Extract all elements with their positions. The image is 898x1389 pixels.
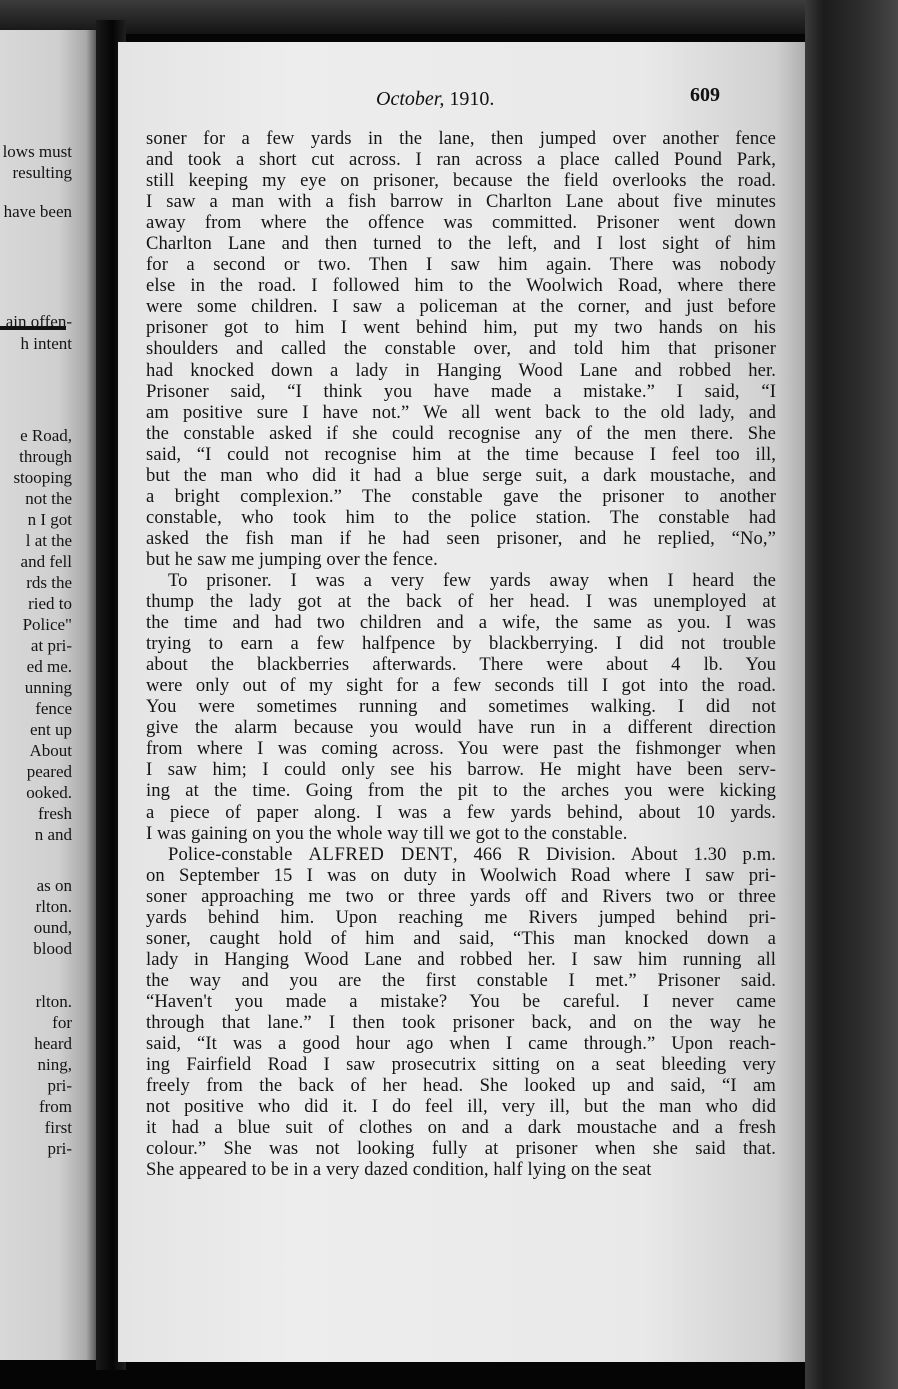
margin-fragment: l at the [25, 531, 72, 550]
header-year: 1910. [449, 88, 495, 110]
text-line: still keeping my eye on prisoner, because the field overlooks the road. [146, 170, 776, 192]
margin-fragment: ain offen- [5, 312, 72, 331]
margin-fragment: ound, [33, 918, 72, 937]
text-line: yards behind him. Upon reaching me Rivers jumped behind pri- [146, 906, 776, 928]
text-line: a piece of paper along. I was a few yards behind, about 10 yards. [146, 801, 776, 823]
margin-fragment: from [38, 1097, 72, 1116]
margin-fragment: pri- [47, 1139, 72, 1158]
text-line: give the alarm because you would have run in a different direction [146, 717, 776, 739]
text-line: not positive who did it. I do feel ill, very ill, but the man who did [146, 1096, 776, 1118]
margin-fragment: at pri- [30, 636, 72, 655]
text-line: through that lane.” I then took prisoner back, and on the way he [146, 1011, 776, 1033]
header-month: October, [376, 88, 445, 110]
text-line: from where I was coming across. You were past the fishmonger when [146, 738, 776, 760]
margin-fragment: ed me. [26, 657, 72, 676]
text-line: thump the lady got at the back of her head. I was unemployed at [146, 591, 776, 613]
margin-fragment: for [52, 1013, 72, 1032]
text-line: about the blackberries afterwards. There were about 4 lb. You [146, 654, 776, 676]
body-text [146, 128, 776, 1180]
text-line: a bright complexion.” The constable gave the prisoner to another [146, 485, 776, 507]
text-line: it had a blue suit of clothes on and a dark moustache and a fresh [146, 1117, 776, 1139]
margin-fragment: first [44, 1118, 72, 1137]
margin-fragment: stooping [13, 468, 72, 487]
margin-fragment: ooked. [26, 783, 72, 802]
margin-fragment: not the [25, 489, 72, 508]
text-line: lady in Hanging Wood Lane and robbed her. I saw him running all [146, 948, 776, 970]
margin-fragment: rlton. [35, 897, 72, 916]
margin-fragment: pri- [47, 1076, 72, 1095]
scan-right-edge [805, 0, 898, 1389]
margin-fragment: Police" [22, 615, 72, 634]
text-line: for a second or two. Then I saw him again. There was nobody [146, 254, 776, 276]
text-line: She appeared to be in a very dazed condition, half lying on the seat [146, 1159, 652, 1181]
text-line: I was gaining on you the whole way till we got to the constable. [146, 822, 628, 844]
scan-top-shadow [0, 0, 898, 34]
text-line: asked the fish man if he had seen prisoner, and he replied, “No,” [146, 527, 776, 549]
text-line: am positive sure I have not.” We all went back to the old lady, and [146, 401, 776, 423]
margin-fragment: rlton. [35, 992, 72, 1011]
text-line: Prisoner said, “I think you have made a mistake.” I said, “I [146, 380, 776, 402]
text-line: soner approaching me two or three yards off and Rivers two or three [146, 885, 776, 907]
margin-fragment: n and [34, 825, 72, 844]
text-line: Police-constable ALFRED DENT, 466 R Division. About 1.30 p.m. [168, 843, 776, 865]
margin-fragment: resulting [12, 163, 72, 182]
text-line: on September 15 I was on duty in Woolwich Road where I saw pri- [146, 864, 776, 886]
text-line: away from where the offence was committed. Prisoner went down [146, 212, 776, 234]
text-line: trying to earn a few halfpence by blackberrying. I did not trouble [146, 633, 776, 655]
text-line: had knocked down a lady in Hanging Wood Lane and robbed her. [146, 359, 776, 381]
main-page [118, 42, 818, 1362]
text-line: You were sometimes running and sometimes walking. I did not [146, 696, 776, 718]
left-facing-page [0, 30, 98, 1360]
text-line: the constable asked if she could recognise any of the men there. She [146, 422, 776, 444]
text-line: I saw a man with a fish barrow in Charlton Lane about five minutes [146, 191, 776, 213]
margin-fragment: fresh [38, 804, 72, 823]
margin-fragment: and fell [20, 552, 72, 571]
text-line: soner for a few yards in the lane, then jumped over another fence [146, 128, 776, 149]
text-line: prisoner got to him I went behind him, put my two hands on his [146, 317, 776, 339]
text-line: were only out of my sight for a few seconds till I got into the road. [146, 675, 776, 697]
text-line: else in the road. I followed him to the Woolwich Road, where there [146, 275, 776, 297]
text-line: and took a short cut across. I ran across a place called Pound Park, [146, 149, 776, 171]
text-line: were some children. I saw a policeman at the corner, and just before [146, 296, 776, 318]
margin-fragment: have been [3, 202, 72, 221]
text-line: ing at the time. Going from the pit to the arches you were kicking [146, 780, 776, 802]
text-line: the way and you are the first constable I met.” Prisoner said. [146, 969, 776, 991]
margin-fragment: through [19, 447, 72, 466]
margin-fragment: n I got [27, 510, 72, 529]
text-line: shoulders and called the constable over, and told him that prisoner [146, 338, 776, 360]
text-line: colour.” She was not looking fully at prisoner when she said that. [146, 1138, 776, 1160]
text-line: said, “It was a good hour ago when I came through.” Upon reach- [146, 1033, 776, 1055]
text-line: freely from the back of her head. She looked up and said, “I am [146, 1075, 776, 1097]
text-line: said, “I could not recognise him at the time because I feel too ill, [146, 443, 776, 465]
text-line: constable, who took him to the police station. The constable had [146, 506, 776, 528]
running-header [376, 88, 494, 111]
page-number: 609 [690, 84, 720, 106]
margin-fragment: unning [24, 678, 72, 697]
text-line: but the man who did it had a blue serge suit, a dark moustache, and [146, 464, 776, 486]
text-line: but he saw me jumping over the fence. [146, 548, 438, 570]
margin-fragment: fence [35, 699, 72, 718]
margin-fragment: rds the [26, 573, 72, 592]
text-line: I saw him; I could only see his barrow. He might have been serv- [146, 759, 776, 781]
margin-fragment: h intent [20, 334, 72, 353]
margin-fragment: heard [34, 1034, 72, 1053]
margin-fragment: blood [33, 939, 72, 958]
margin-fragment: e Road, [20, 426, 72, 445]
margin-fragment: ried to [28, 594, 72, 613]
text-line: the time and had two children and a wife, the same as you. I was [146, 612, 776, 634]
margin-fragment: ent up [29, 720, 72, 739]
text-line: To prisoner. I was a very few yards away when I heard the [168, 569, 776, 591]
margin-fragment: peared [26, 762, 72, 781]
text-line: soner, caught hold of him and said, “This man knocked down a [146, 927, 776, 949]
margin-fragment: as on [36, 876, 72, 895]
text-line: Charlton Lane and then turned to the left, and I lost sight of him [146, 233, 776, 255]
text-line: “Haven't you made a mistake? You be careful. I never came [146, 990, 776, 1012]
text-line: ing Fairfield Road I saw prosecutrix sitting on a seat bleeding very [146, 1054, 776, 1076]
margin-fragment: ning, [37, 1055, 72, 1074]
margin-fragment: lows must [2, 142, 72, 161]
margin-fragment: About [29, 741, 72, 760]
